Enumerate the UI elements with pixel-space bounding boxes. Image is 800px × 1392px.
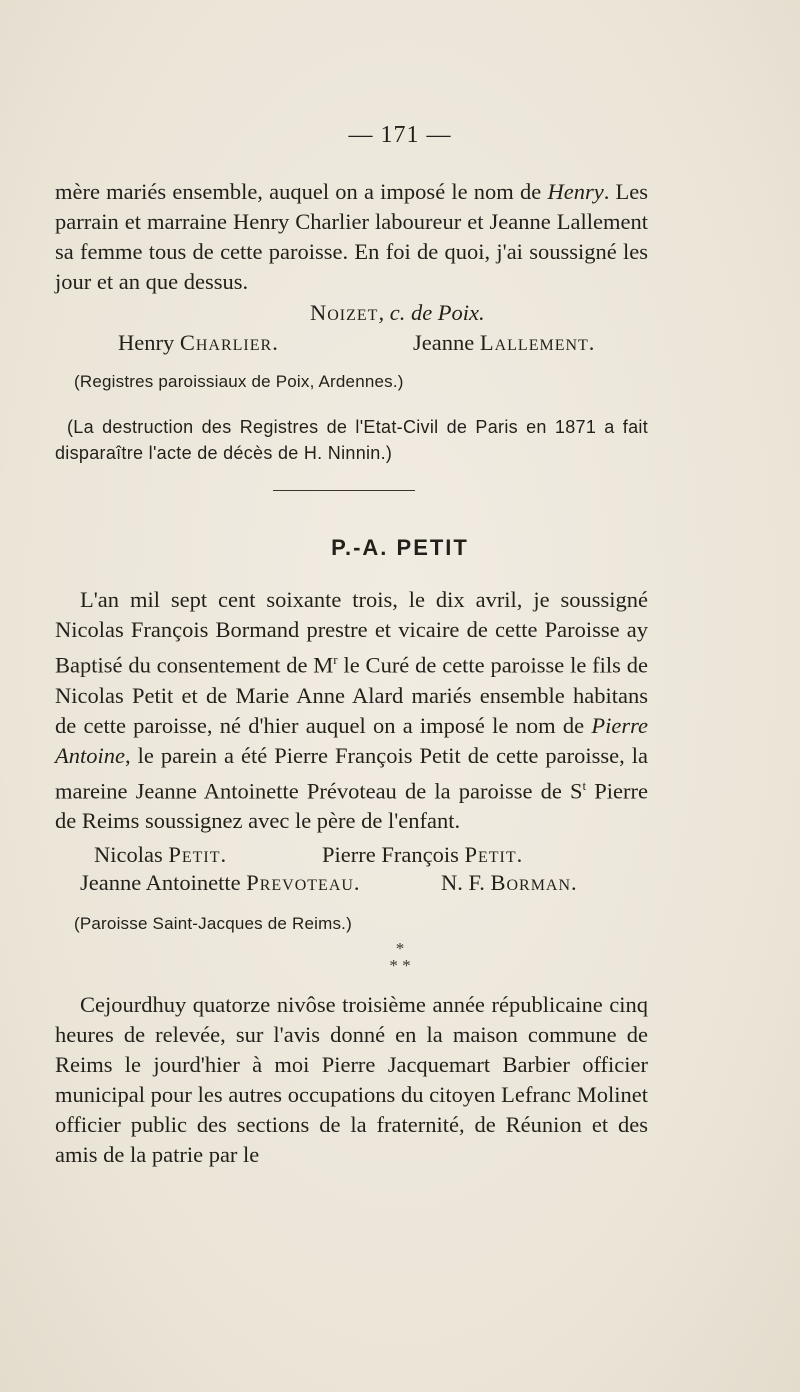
paragraph-text: mère mariés ensemble, auquel on a imposé le nom de [55, 179, 548, 204]
signature-jeanne-antoinette-prevoteau: Jeanne Antoinette Prevoteau. [80, 870, 361, 895]
italic-name: Henry [547, 179, 604, 204]
asterism-bottom: * * [389, 956, 411, 975]
section-title: P.-A. PETIT [331, 535, 469, 560]
signature-pierre-francois-petit: Pierre François Petit. [322, 842, 524, 867]
signature-henry-charlier: Henry Charlier. [118, 330, 279, 355]
asterism-top: * [395, 939, 405, 958]
paragraph-nivose: Cejourdhuy quatorze nivôse troisième année républicaine cinq heures de relevée, sur l'avis donné en la maison commune de Reims le jourd'hier à moi Pierre Jacquemart Barbier officier municipal pour les autres occupations du citoyen Lefranc Molinet officier public des sections de la fraternité, de Réunion et des amis de la patrie par le [55, 992, 648, 1167]
source-note-reims: (Paroisse Saint-Jacques de Reims.) [74, 914, 352, 933]
page-number: — 171 — [348, 122, 452, 148]
section-divider [273, 490, 415, 491]
paragraph-henry [55, 177, 648, 297]
source-note-poix: (Registres paroissiaux de Poix, Ardennes.) [74, 372, 404, 391]
signature-nicolas-petit: Nicolas Petit. [94, 842, 228, 867]
italic-name: Pierre Antoine [55, 712, 648, 768]
editorial-note-ninnin: (La destruction des Registres de l'Etat-Civil de Paris en 1871 a fait disparaître l'acte de décès de H. Ninnin.) [55, 417, 648, 463]
paragraph-petit-baptism: L'an mil sept cent soixante trois, le dix avril, je soussigné Nicolas François Bormand prestre et vicaire de cette Paroisse ay Baptisé du consentement de $M^r$ le Curé de cette paroisse le fils de Nicolas Petit et de Marie Anne Alard mariés ensemble habitans de cette paroisse, né d'hier auquel on a imposé le nom de Pierre Antoine, le parein a été Pierre François Petit de cette paroisse, la mareine Jeanne Antoinette Prévoteau de la paroisse de $S^t$ Pierre de Reims soussignez avec le père de l'enfant. [55, 587, 648, 833]
signature-nf-borman: N. F. Borman. [441, 870, 578, 895]
paragraph-text: . Les parrain et marraine Henry Charlier laboureur et Jeanne Lallement sa femme tous de cette paroisse. En foi de quoi, j'ai soussigné les jour et an que dessus. [55, 179, 648, 294]
signature-noizet: Noizet, c. de Poix. [310, 300, 485, 325]
signature-jeanne-lallement: Jeanne Lallement. [413, 330, 596, 355]
